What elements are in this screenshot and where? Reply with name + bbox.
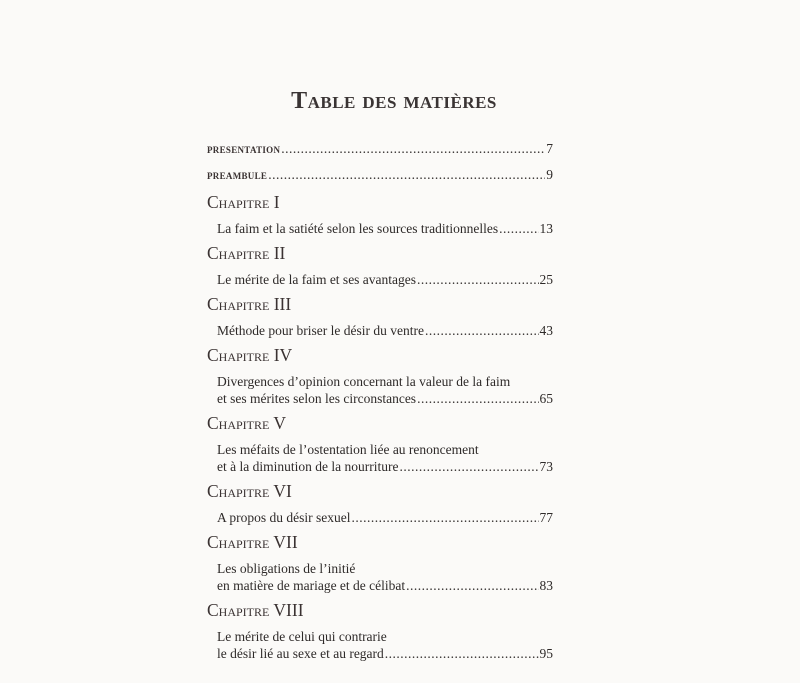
chapter-heading-3: Chapitre III — [207, 294, 292, 314]
chapter-entry-text: Le mérite de la faim et ses avantages — [217, 272, 417, 287]
chapter-entry-text: Divergences d’opinion concernant la valeur de la faim — [217, 374, 511, 389]
dot-leader — [417, 390, 538, 407]
chapter-heading-1: Chapitre I — [207, 192, 280, 212]
chapter-heading-5: Chapitre V — [207, 413, 287, 433]
chapter-entry-5 — [207, 441, 553, 475]
dot-leader — [425, 322, 539, 339]
toc-page-number: 83 — [539, 578, 553, 593]
toc-page-number: 95 — [539, 646, 553, 661]
dot-leader — [351, 509, 538, 526]
chapter-entry-8 — [207, 628, 553, 662]
dot-leader — [499, 220, 538, 237]
chapter-entry-1 — [207, 220, 553, 237]
toc-entry-label: preambule — [207, 168, 268, 182]
chapter-entry-text: La faim et la satiété selon les sources traditionnelles — [217, 221, 499, 236]
chapter-entry-text: A propos du désir sexuel — [217, 510, 351, 525]
toc-page-number: 65 — [539, 391, 553, 406]
chapter-entry-6 — [207, 509, 553, 526]
dot-leader — [406, 577, 538, 594]
chapter-heading-4: Chapitre IV — [207, 345, 293, 365]
chapter-entry-3 — [207, 322, 553, 339]
dot-leader — [268, 166, 545, 183]
toc-page-number: 9 — [546, 167, 553, 182]
chapter-heading-8: Chapitre VIII — [207, 600, 304, 620]
chapter-entry-text: et à la diminution de la nourriture — [217, 459, 399, 474]
toc-page-number: 13 — [539, 221, 553, 236]
chapter-entry-text: Les méfaits de l’ostentation liée au renoncement — [217, 442, 479, 457]
toc-page-number: 7 — [546, 141, 553, 156]
toc-entry-label: presentation — [207, 142, 281, 156]
chapter-entry-text: Les obligations de l’initié — [217, 561, 356, 576]
dot-leader — [385, 645, 539, 662]
toc-page-number: 73 — [539, 459, 553, 474]
toc-page-number: 77 — [539, 510, 553, 525]
chapter-heading-6: Chapitre VI — [207, 481, 292, 501]
chapter-entry-text: Le mérite de celui qui contrarie — [217, 629, 387, 644]
chapter-entry-text: Méthode pour briser le désir du ventre — [217, 323, 424, 338]
toc-entry-preambule — [207, 166, 553, 184]
chapter-entry-text: et ses mérites selon les circonstances — [217, 391, 417, 406]
dot-leader — [417, 271, 538, 288]
page-title-text: Table des matières — [291, 88, 497, 114]
page-title — [0, 88, 800, 115]
chapter-heading-2: Chapitre II — [207, 243, 286, 263]
dot-leader — [281, 140, 545, 157]
chapter-heading-7: Chapitre VII — [207, 532, 298, 552]
toc-entry-presentation — [207, 140, 553, 158]
table-of-contents — [207, 140, 553, 668]
chapter-entry-text: le désir lié au sexe et au regard — [217, 646, 384, 661]
chapter-entry-7 — [207, 560, 553, 594]
toc-page-number: 43 — [539, 323, 553, 338]
chapter-entry-2 — [207, 271, 553, 288]
dot-leader — [399, 458, 538, 475]
chapter-entry-text: en matière de mariage et de célibat — [217, 578, 406, 593]
chapter-entry-4 — [207, 373, 553, 407]
toc-page-number: 25 — [539, 272, 553, 287]
